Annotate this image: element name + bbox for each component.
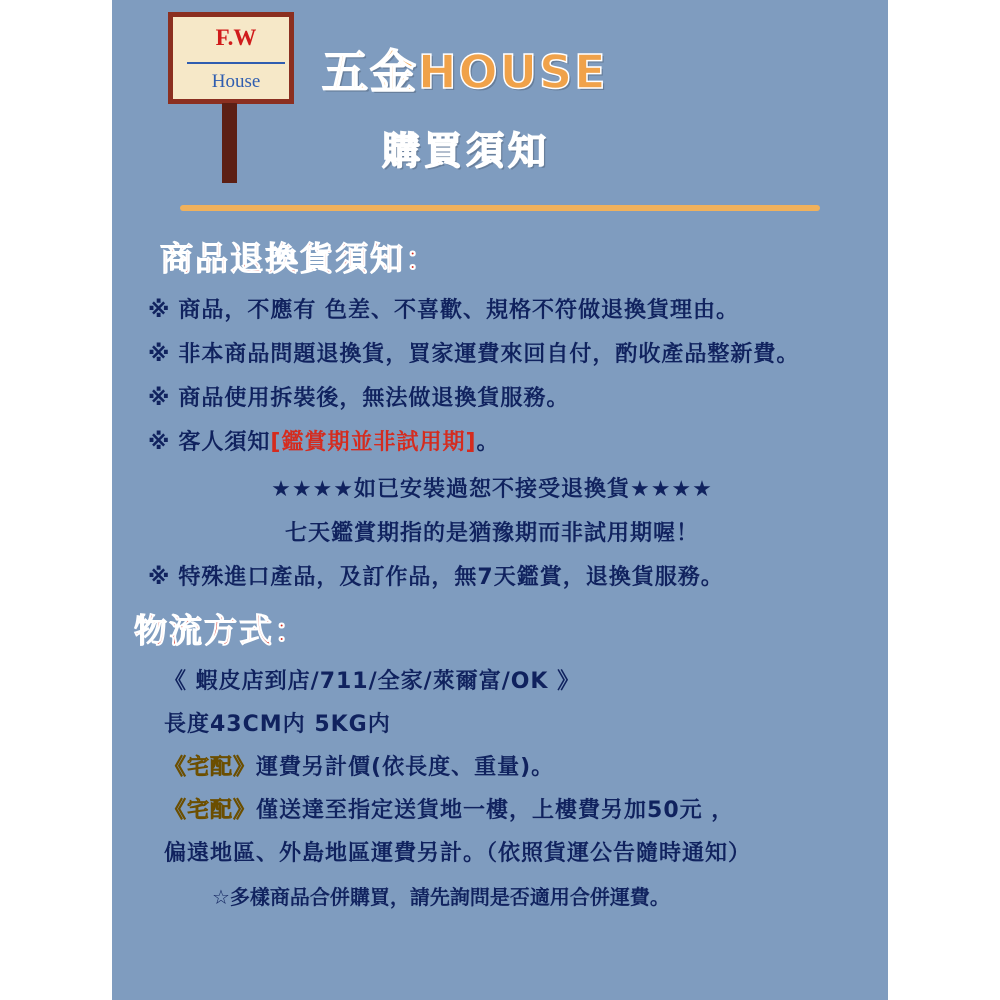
shipping-line: 《 蝦皮店到店/711/全家/萊爾富/OK 》	[164, 669, 581, 694]
sign-house-text: House	[211, 71, 261, 92]
shipping-remote-line: 偏遠地區、外島地區運費另計。（依照貨運公告隨時通知）	[164, 841, 752, 866]
bullet-mark: ※	[148, 342, 171, 367]
bullet-mark: ※	[148, 565, 171, 590]
left-margin	[0, 0, 112, 1000]
shipping-footer-note: ☆多樣商品合併購買，請先詢問是否適用合併運費。	[212, 885, 670, 909]
returns-item-text: 特殊進口產品，及訂作品，無7天鑑賞，退換貨服務。	[178, 565, 724, 590]
sign-post	[222, 103, 237, 183]
returns-item	[148, 337, 888, 368]
header	[112, 0, 888, 200]
returns-center-line: 七天鑑賞期指的是猶豫期而非試用期喔！	[284, 521, 699, 546]
shipping-size-line: 長度43CM内 5KG内	[164, 712, 391, 737]
returns-item	[148, 381, 888, 412]
brand-title: 五金HOUSE	[322, 45, 608, 99]
returns-customer-notice	[148, 425, 888, 456]
returns-item-text: 非本商品問題退換貨，買家運費來回自付，酌收產品整新費。	[178, 342, 800, 367]
content	[112, 225, 888, 910]
sign-fw-text: F.W	[215, 25, 257, 50]
home-delivery-tag: 《宅配》	[164, 798, 257, 823]
right-margin	[888, 0, 1000, 1000]
shipping-home-delivery-limit	[164, 793, 888, 824]
returns-stars-line: ★★★★如已安裝過恕不接受退換貨★★★★	[271, 477, 713, 502]
returns-item-text: 商品使用拆裝後，無法做退換貨服務。	[178, 386, 570, 411]
bullet-mark: ※	[148, 298, 171, 323]
shipping-home-delivery-fee	[164, 750, 888, 781]
returns-item	[148, 293, 888, 324]
sign-rule	[187, 62, 285, 64]
page-subtitle: 購買須知	[382, 129, 551, 173]
shop-sign-icon	[168, 12, 296, 192]
home-delivery-fee-text: 運費另計價(依長度、重量)。	[256, 755, 555, 780]
bullet-mark: ※	[148, 386, 171, 411]
returns-section-title: 商品退換貨須知：	[160, 239, 440, 278]
returns-item-text: 商品，不應有 色差、不喜歡、規格不符做退換貨理由。	[178, 298, 740, 323]
home-delivery-limit-text: 僅送達至指定送貨地一樓，上樓費另加50元 ，	[256, 798, 735, 823]
customer-notice-prefix: 客人須知	[178, 430, 271, 455]
shipping-section-title: 物流方式：	[134, 611, 309, 650]
returns-item	[148, 560, 888, 591]
home-delivery-tag: 《宅配》	[164, 755, 257, 780]
customer-notice-suffix: 。	[476, 430, 500, 455]
header-divider	[180, 205, 820, 211]
customer-notice-highlight: [鑑賞期並非試用期]	[270, 430, 477, 455]
sign-board	[168, 12, 294, 104]
bullet-mark: ※	[148, 430, 171, 455]
